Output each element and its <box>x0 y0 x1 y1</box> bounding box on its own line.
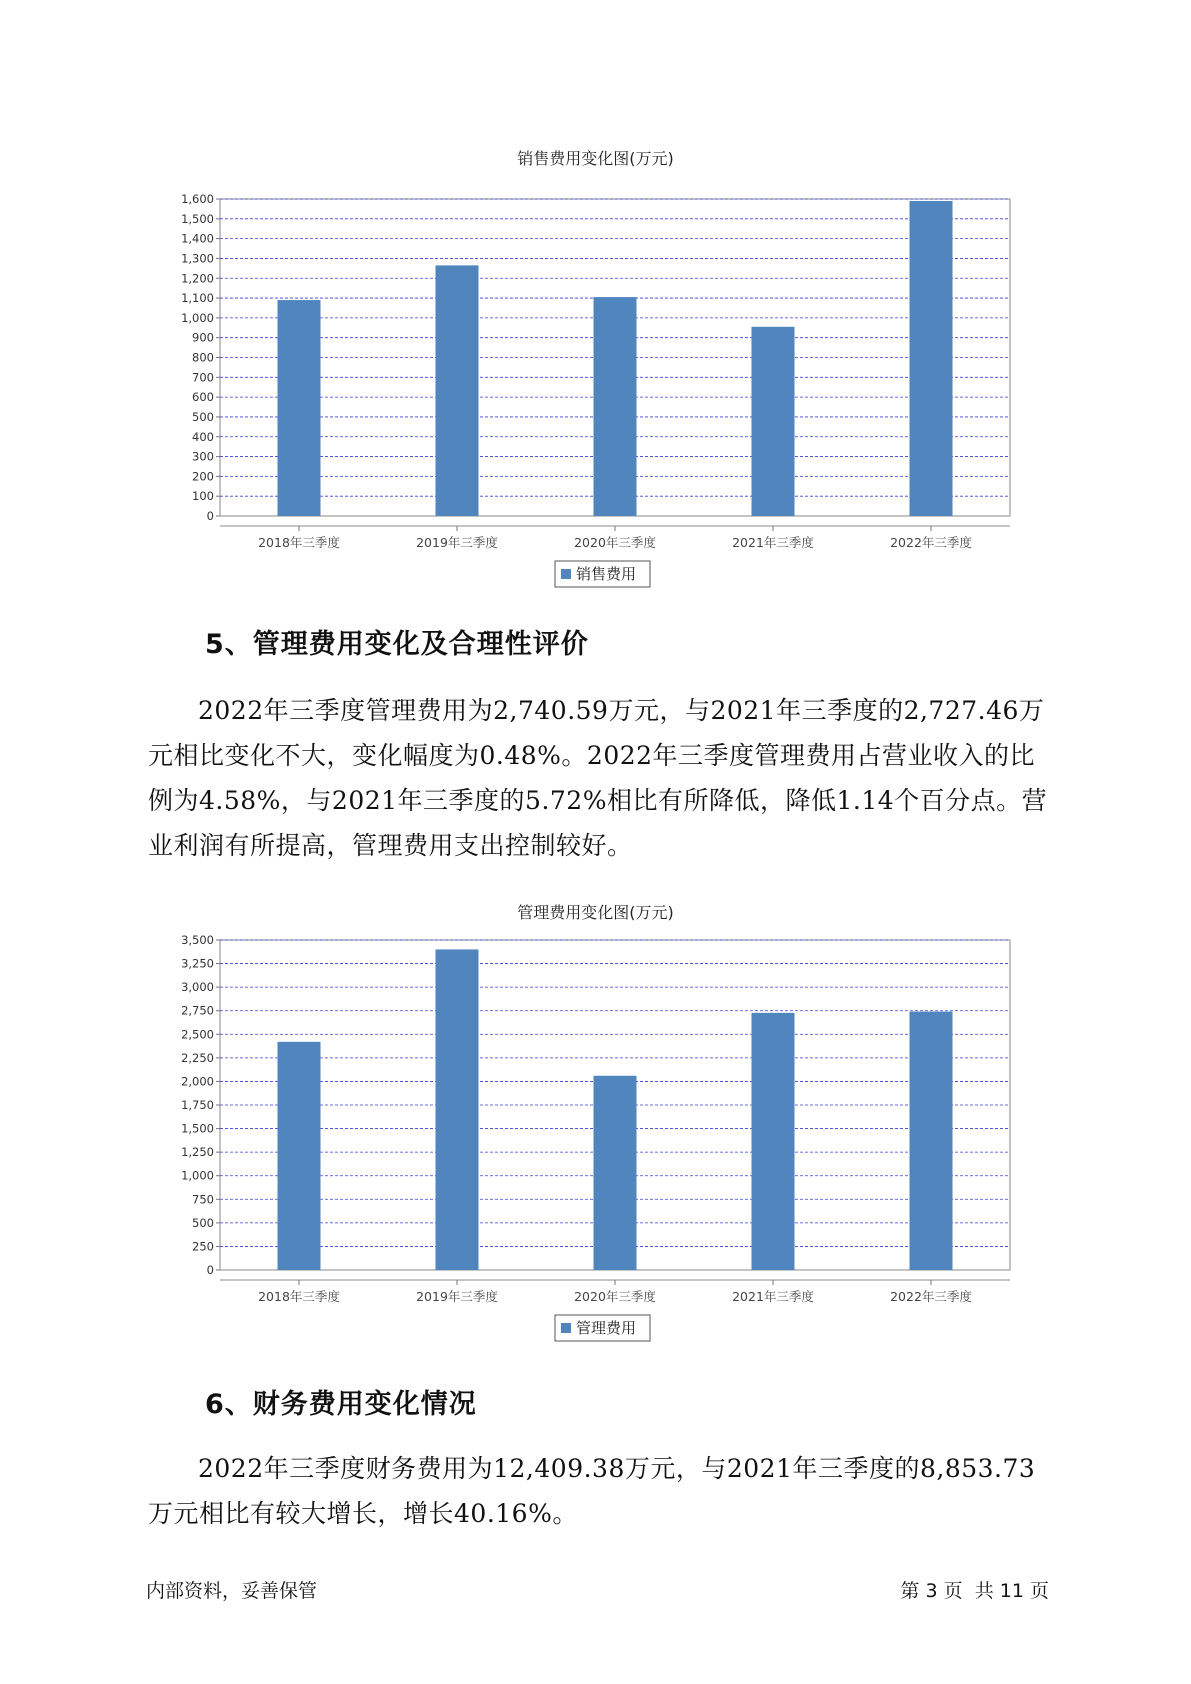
bar <box>910 1012 953 1270</box>
page-mid: 页 <box>943 1580 963 1602</box>
x-tick-label: 2019年三季度 <box>416 1289 498 1304</box>
x-tick-label: 2022年三季度 <box>890 535 972 550</box>
y-tick-label: 0 <box>206 1263 214 1277</box>
x-tick-label: 2018年三季度 <box>258 1289 340 1304</box>
y-tick-label: 900 <box>192 330 214 345</box>
page-prefix: 第 <box>900 1580 920 1602</box>
y-tick-label: 2,250 <box>181 1050 214 1065</box>
bar <box>436 949 479 1270</box>
y-tick-label: 200 <box>192 469 214 484</box>
footer-confidential-note: 内部资料，妥善保管 <box>146 1580 318 1602</box>
page-total: 11 <box>999 1580 1024 1602</box>
y-tick-label: 600 <box>192 390 214 405</box>
x-tick-label: 2020年三季度 <box>574 535 656 550</box>
legend-label: 销售费用 <box>576 565 637 583</box>
y-tick-label: 1,750 <box>181 1098 214 1112</box>
y-tick-label: 300 <box>192 449 214 464</box>
footer-page-number <box>900 1576 1049 1603</box>
section-5-paragraph: 2022年三季度管理费用为2,740.59万元，与2021年三季度的2,727.46万元相比变化不大，变化幅度为0.48%。2022年三季度管理费用占营业收入的比例为4.58%，与2021年三季度的5.72%相比有所降低，降低1.14个百分点。营业利润有所提高，管理费用支出控制较好。 <box>148 696 1048 860</box>
y-tick-label: 250 <box>192 1239 214 1254</box>
y-tick-label: 3,000 <box>181 980 214 995</box>
y-tick-label: 1,300 <box>181 251 214 266</box>
y-tick-label: 1,500 <box>181 211 214 226</box>
y-tick-label: 500 <box>192 409 214 424</box>
y-tick-label: 2,500 <box>181 1027 214 1042</box>
y-tick-label: 500 <box>192 1215 214 1230</box>
y-tick-label: 100 <box>192 489 214 504</box>
bar <box>752 1013 795 1270</box>
y-tick-label: 1,400 <box>181 231 214 246</box>
x-tick-label: 2021年三季度 <box>732 1289 814 1304</box>
y-tick-label: 1,200 <box>181 271 214 286</box>
y-tick-label: 1,600 <box>181 192 214 206</box>
section-6-heading: 6、财务费用变化情况 <box>205 1389 477 1420</box>
page-current: 3 <box>925 1580 938 1602</box>
y-tick-label: 3,500 <box>181 933 214 947</box>
chart-1-title: 销售费用变化图(万元) <box>517 149 674 168</box>
page-total-prefix: 共 <box>974 1580 994 1602</box>
bar <box>278 1042 321 1270</box>
section-5-heading: 5、管理费用变化及合理性评价 <box>205 629 589 660</box>
y-tick-label: 1,000 <box>181 1168 214 1183</box>
y-tick-label: 800 <box>192 350 214 365</box>
y-tick-label: 1,100 <box>181 291 214 306</box>
y-tick-label: 0 <box>206 509 214 523</box>
x-tick-label: 2021年三季度 <box>732 535 814 550</box>
x-tick-label: 2018年三季度 <box>258 535 340 550</box>
x-tick-label: 2019年三季度 <box>416 535 498 550</box>
y-tick-label: 1,250 <box>181 1145 214 1160</box>
section-6-paragraph: 2022年三季度财务费用为12,409.38万元，与2021年三季度的8,853.73万元相比有较大增长，增长40.16%。 <box>148 1454 1036 1528</box>
chart-2-title: 管理费用变化图(万元) <box>517 903 674 922</box>
bar <box>594 1076 637 1270</box>
legend-label: 管理费用 <box>576 1319 637 1337</box>
y-tick-label: 400 <box>192 429 214 444</box>
y-tick-label: 2,000 <box>181 1074 214 1089</box>
x-tick-label: 2020年三季度 <box>574 1289 656 1304</box>
y-tick-label: 750 <box>192 1192 214 1207</box>
y-tick-label: 700 <box>192 370 214 385</box>
legend-swatch <box>561 1323 571 1333</box>
legend <box>555 1315 650 1341</box>
page-suffix: 页 <box>1029 1580 1049 1602</box>
y-tick-label: 1,000 <box>181 310 214 325</box>
y-tick-label: 3,250 <box>181 956 214 971</box>
y-tick-label: 1,500 <box>181 1121 214 1136</box>
x-tick-label: 2022年三季度 <box>890 1289 972 1304</box>
y-tick-label: 2,750 <box>181 1003 214 1018</box>
